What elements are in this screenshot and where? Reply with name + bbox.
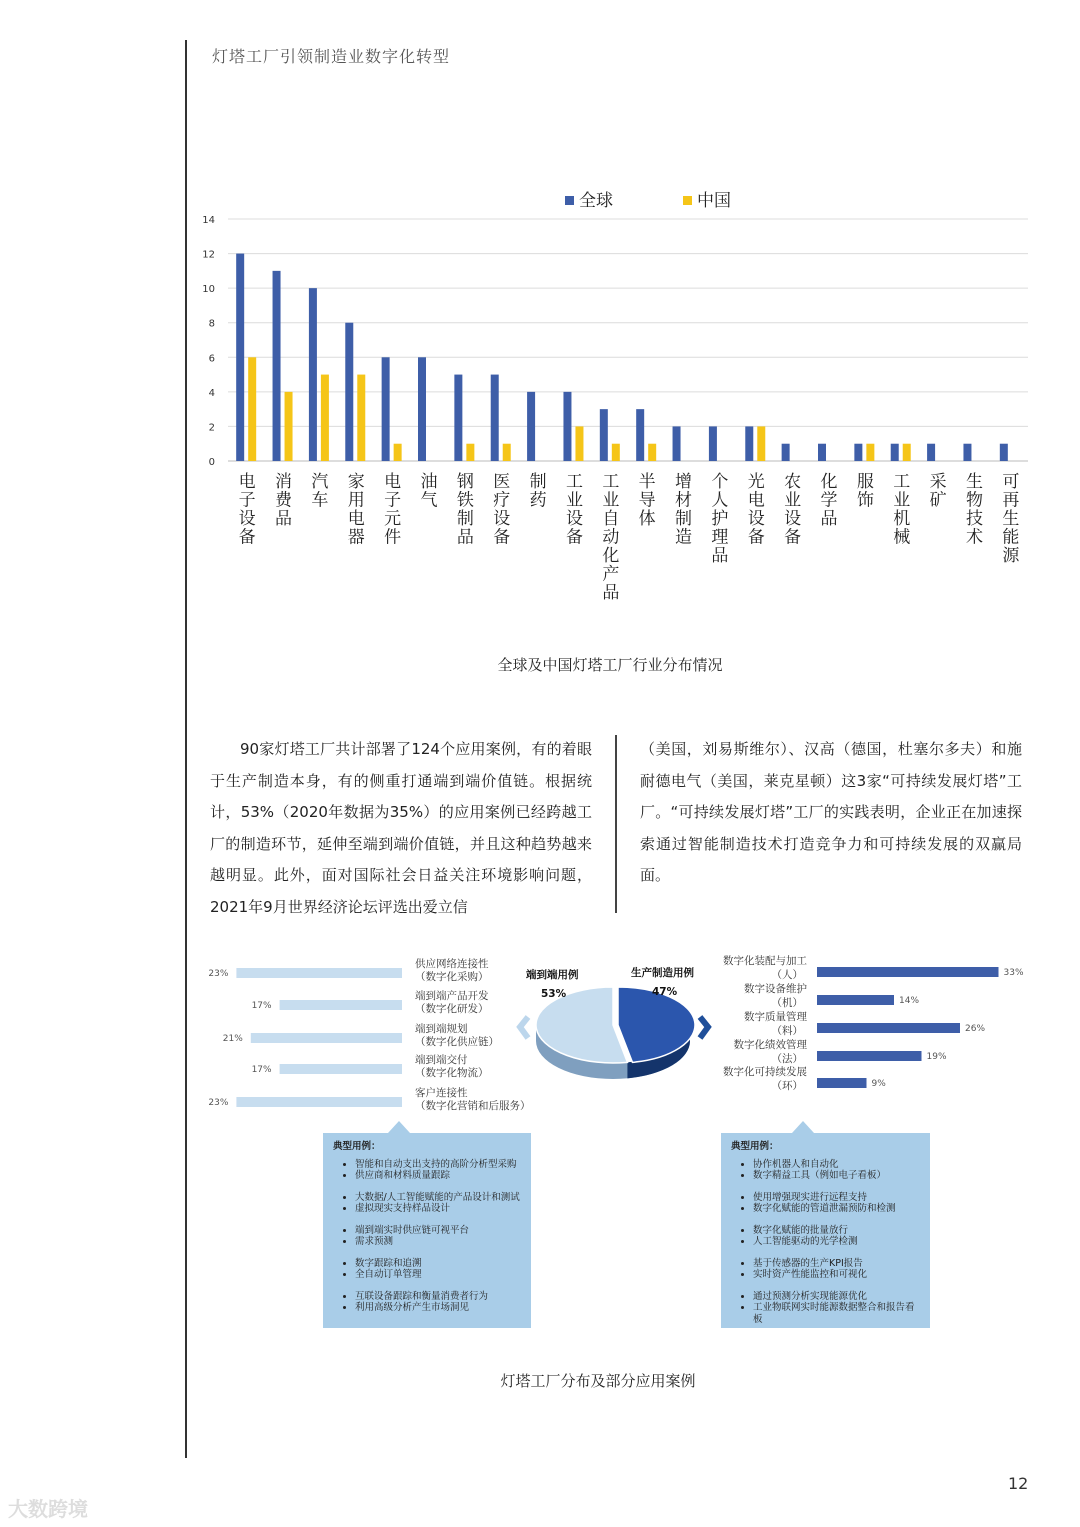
bar-global <box>418 357 426 461</box>
bar-global <box>673 426 681 461</box>
left-bar-label-sub: （数字化供应链） <box>415 1036 499 1048</box>
right-bar <box>817 995 894 1005</box>
case-item: • 智能和自动支出支持的高阶分析型采购 <box>355 1159 521 1171</box>
left-bar-pct: 23% <box>208 1098 229 1108</box>
left-bar-pct: 23% <box>208 969 229 979</box>
left-chevron <box>520 1017 528 1038</box>
left-bar-label: 供应网络连接性 <box>415 958 489 970</box>
left-bar-label-sub: （数字化采购） <box>415 971 489 983</box>
bar-global <box>927 444 935 461</box>
industry-bar-chart <box>195 180 1035 610</box>
bar-china <box>248 357 256 461</box>
case-item: • 工业物联网实时能源数据整合和报告看板 <box>753 1302 920 1325</box>
case-box-title: 典型用例： <box>731 1141 779 1152</box>
x-category-label: 化学品 <box>820 472 838 529</box>
y-tick-label: 10 <box>202 284 215 296</box>
left-bar-label: 端到端交付 <box>415 1054 468 1066</box>
bar-china <box>321 375 329 461</box>
case-item: • 端到端实时供应链可视平台 <box>355 1225 521 1237</box>
x-category-label: 采矿 <box>929 472 947 511</box>
bar-china <box>648 444 656 461</box>
bar-global <box>782 444 790 461</box>
case-item: • 实时资产性能监控和可视化 <box>753 1269 920 1281</box>
bar-china <box>903 444 911 461</box>
page-number: 12 <box>1008 1474 1029 1493</box>
y-tick-label: 12 <box>202 249 215 261</box>
x-category-label: 汽车 <box>311 472 329 511</box>
right-bar-label-sub: （法） <box>771 1053 803 1065</box>
left-bar <box>251 1033 402 1043</box>
case-item: • 互联设备跟踪和衡量消费者行为 <box>355 1291 521 1303</box>
x-category-label: 制药 <box>529 472 547 511</box>
bar-china <box>757 426 765 461</box>
case-item: • 基于传感器的生产KPI报告 <box>753 1258 920 1270</box>
left-bar-label-sub: （数字化营销和后服务） <box>415 1100 531 1112</box>
right-bar-pct: 9% <box>871 1079 886 1089</box>
y-tick-label: 2 <box>208 422 215 434</box>
bar-china <box>285 392 293 461</box>
x-category-label: 可再生能源 <box>1002 472 1020 566</box>
bar-global <box>563 392 571 461</box>
left-vertical-rule <box>185 40 187 1458</box>
y-tick-label: 4 <box>208 387 215 399</box>
legend-swatch <box>683 196 692 205</box>
pie-left-label: 端到端用例 <box>526 969 579 981</box>
case-list <box>333 1159 521 1314</box>
right-bar <box>817 1078 867 1088</box>
bar-global <box>236 254 244 461</box>
left-typical-cases <box>323 1133 531 1328</box>
right-bar <box>817 967 999 977</box>
bar-global <box>491 375 499 461</box>
use-case-diagram <box>190 945 1040 1140</box>
bar-global <box>382 357 390 461</box>
bar-global <box>709 426 717 461</box>
x-category-label: 电子元件 <box>384 472 402 548</box>
pie-right-pct: 47% <box>652 986 678 998</box>
case-item: • 通过预测分析实现能源优化 <box>753 1291 920 1303</box>
x-category-label: 消费品 <box>275 472 293 529</box>
right-bar-label: 数字化装配与加工 <box>723 955 807 967</box>
bar-china <box>466 444 474 461</box>
x-category-label: 农业设备 <box>784 472 802 548</box>
right-bar-label-sub: （机） <box>771 997 803 1009</box>
y-tick-label: 14 <box>202 215 215 226</box>
left-bar-label: 端到端产品开发 <box>415 990 489 1002</box>
legend-swatch <box>565 196 574 205</box>
left-bar-pct: 17% <box>251 1065 272 1075</box>
right-bar-label: 数字化可持续发展 <box>723 1066 807 1078</box>
left-bar-pct: 21% <box>222 1034 243 1044</box>
right-bar-pct: 26% <box>965 1024 986 1034</box>
paragraph-right: （美国，刘易斯维尔）、汉高（德国，杜塞尔多夫）和施耐德电气（美国，莱克星顿）这3家“可持续发展灯塔”工厂。“可持续发展灯塔”工厂的实践表明，企业正在加速探索通过智能制造技术打造竞争力和可持续发展的双赢局面。 <box>640 740 1022 884</box>
x-category-label: 半导体 <box>638 472 656 529</box>
case-item: • 全自动订单管理 <box>355 1269 521 1281</box>
left-bar-label-sub: （数字化研发） <box>415 1003 489 1015</box>
case-list <box>731 1159 920 1326</box>
y-tick-label: 6 <box>208 353 215 365</box>
right-bar-label: 数字设备维护 <box>744 983 807 995</box>
x-category-label: 医疗设备 <box>493 472 511 548</box>
paragraph-left: 90家灯塔工厂共计部署了124个应用案例，有的着眼于生产制造本身，有的侧重打通端到端价值链。根据统计，53%（2020年数据为35%）的应用案例已经跨越工厂的制造环节，延伸至端到端价值链，并且这种趋势越来越明显。此外，面对国际社会日益关注环境影响问题，2021年9月世界经济论坛评选出爱立信 <box>210 740 592 916</box>
right-bar-pct: 19% <box>926 1052 947 1062</box>
chart-caption: 全球及中国灯塔工厂行业分布情况 <box>497 656 723 674</box>
case-item: • 协作机器人和自动化 <box>753 1159 920 1171</box>
x-category-label: 服饰 <box>856 472 874 511</box>
bar-global <box>636 409 644 461</box>
case-item: • 数字精益工具（例如电子看板） <box>753 1170 920 1182</box>
bar-china <box>503 444 511 461</box>
case-box-title: 典型用例： <box>333 1141 381 1152</box>
pie-right-label: 生产制造用例 <box>631 967 694 979</box>
bar-global <box>963 444 971 461</box>
legend-label: 中国 <box>697 191 731 211</box>
left-box-pointer <box>388 1121 410 1133</box>
left-bar <box>236 968 402 978</box>
right-bar-pct: 14% <box>899 996 920 1006</box>
bar-china <box>394 444 402 461</box>
case-item: • 利用高级分析产生市场洞见 <box>355 1302 521 1314</box>
case-item: • 需求预测 <box>355 1236 521 1248</box>
x-category-label: 光电设备 <box>747 472 765 548</box>
right-typical-cases <box>721 1133 930 1328</box>
right-bar-label-sub: （环） <box>771 1080 803 1092</box>
bar-global <box>527 392 535 461</box>
diagram-caption: 灯塔工厂分布及部分应用案例 <box>500 1372 696 1390</box>
bar-global <box>454 375 462 461</box>
right-chevron <box>700 1017 708 1038</box>
column-divider <box>615 735 617 913</box>
y-tick-label: 0 <box>208 457 215 468</box>
case-item: • 使用增强现实进行远程支持 <box>753 1192 920 1204</box>
bar-global <box>818 444 826 461</box>
bar-global <box>273 271 281 461</box>
right-bar-label-sub: （料） <box>771 1025 803 1037</box>
case-item: • 大数据/人工智能赋能的产品设计和测试 <box>355 1192 521 1204</box>
left-bar-label-sub: （数字化物流） <box>415 1067 489 1079</box>
x-category-label: 个人护理品 <box>711 472 729 566</box>
bar-global <box>854 444 862 461</box>
x-category-label: 增材制造 <box>675 472 693 548</box>
watermark-logo: 大数跨境 <box>8 1497 88 1521</box>
x-category-label: 油气 <box>420 472 438 511</box>
x-category-label: 生物技术 <box>965 472 983 548</box>
left-bar <box>280 1064 402 1074</box>
x-category-label: 工业机械 <box>893 472 911 548</box>
case-item: • 供应商和材料质量跟踪 <box>355 1170 521 1182</box>
bar-global <box>745 426 753 461</box>
bar-china <box>866 444 874 461</box>
pie-left-pct: 53% <box>541 988 567 1000</box>
right-bar <box>817 1023 960 1033</box>
left-bar-label: 端到端规划 <box>415 1023 468 1035</box>
bar-global <box>1000 444 1008 461</box>
x-category-label: 工业自动化产品 <box>602 472 620 603</box>
x-category-label: 工业设备 <box>565 472 583 548</box>
right-bar-pct: 33% <box>1003 968 1024 978</box>
right-box-pointer <box>792 1121 814 1133</box>
case-item: • 数字化赋能的批量放行 <box>753 1225 920 1237</box>
case-item: • 数字跟踪和追溯 <box>355 1258 521 1270</box>
bar-china <box>612 444 620 461</box>
bar-global <box>891 444 899 461</box>
right-bar-label: 数字质量管理 <box>744 1011 807 1023</box>
running-header: 灯塔工厂引领制造业数字化转型 <box>212 47 451 66</box>
x-category-label: 家用电器 <box>347 472 365 548</box>
case-item: • 数字化赋能的管道泄漏预防和检测 <box>753 1203 920 1215</box>
left-bar <box>280 1000 402 1010</box>
bar-china <box>357 375 365 461</box>
x-category-label: 电子设备 <box>238 472 256 548</box>
right-bar-label-sub: （人） <box>771 969 803 981</box>
left-bar-pct: 17% <box>251 1001 272 1011</box>
right-bar-label: 数字化绩效管理 <box>733 1039 807 1051</box>
left-bar <box>236 1097 402 1107</box>
y-tick-label: 8 <box>208 318 215 330</box>
case-item: • 人工智能驱动的光学检测 <box>753 1236 920 1248</box>
left-bar-label: 客户连接性 <box>415 1087 468 1099</box>
right-bar <box>817 1051 922 1061</box>
x-category-label: 钢铁制品 <box>456 472 474 548</box>
bar-global <box>309 288 317 461</box>
bar-china <box>575 426 583 461</box>
bar-global <box>600 409 608 461</box>
legend-label: 全球 <box>579 191 613 211</box>
bar-global <box>345 323 353 461</box>
case-item: • 虚拟现实支持样品设计 <box>355 1203 521 1215</box>
